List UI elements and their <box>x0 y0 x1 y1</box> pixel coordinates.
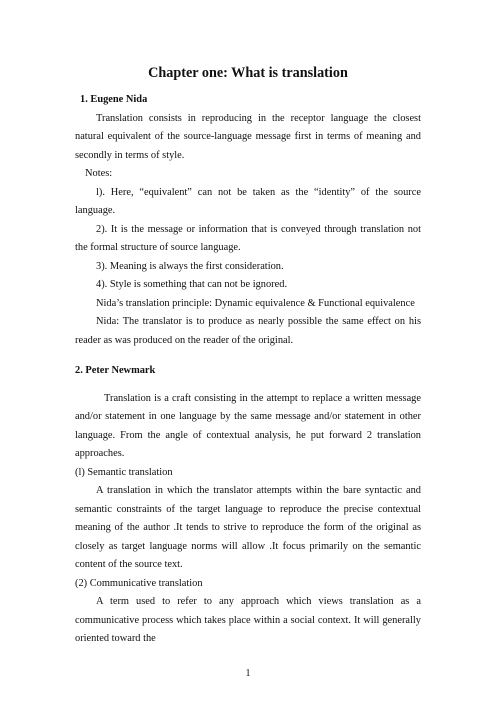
communicative-body: A term used to refer to any approach which views translation as a communicative process which takes place within a social context. It will generally oriented toward the <box>75 596 421 644</box>
note-item: 3). Meaning is always the first consideration. <box>96 260 284 272</box>
note-item: l). Here, “equivalent” can not be taken as the “identity” of the source language. <box>75 186 421 216</box>
section-heading-newmark: 2. Peter Newmark <box>75 365 156 376</box>
communicative-heading: (2) Communicative translation <box>75 577 203 589</box>
notes-label: Notes: <box>85 168 113 179</box>
nida-definition: Translation consists in reproducing in the receptor language the closest natural equivalent of the source-language message first in terms of meaning and secondly in terms of style. <box>75 112 421 161</box>
newmark-definition: Translation is a craft consisting in the attempt to replace a written message and/or statement in one language by the same message and/or statement in other language. From the angle of contextual analysis, he put forward 2 translation approaches. <box>75 392 421 459</box>
note-item: 4). Style is something that can not be ignored. <box>96 279 288 290</box>
page-number: 1 <box>245 668 251 679</box>
heading-spacer <box>75 381 421 390</box>
nida-quote: Nida: The translator is to produce as nearly possible the same effect on his reader as was produced on the reader of the original. <box>75 316 421 346</box>
section-spacer <box>75 350 421 362</box>
semantic-heading: (l) Semantic translation <box>75 466 173 478</box>
page-title: Chapter one: What is translation <box>148 65 348 81</box>
semantic-body: A translation in which the translator attempts within the bare syntactic and semantic constraints of the target language to reproduce the precise contextual meaning of the author .It tends to strive to reproduce the form of the original as closely as target language norms will allow .It focus primarily on the semantic content of the source text. <box>75 485 421 570</box>
section-heading-nida: 1. Eugene Nida <box>80 94 148 105</box>
nida-principle: Nida’s translation principle: Dynamic equivalence & Functional equivalence <box>96 297 415 309</box>
document-body <box>75 91 421 649</box>
note-item: 2). It is the message or information that is conveyed through translation not the formal structure of source language. <box>75 223 421 253</box>
